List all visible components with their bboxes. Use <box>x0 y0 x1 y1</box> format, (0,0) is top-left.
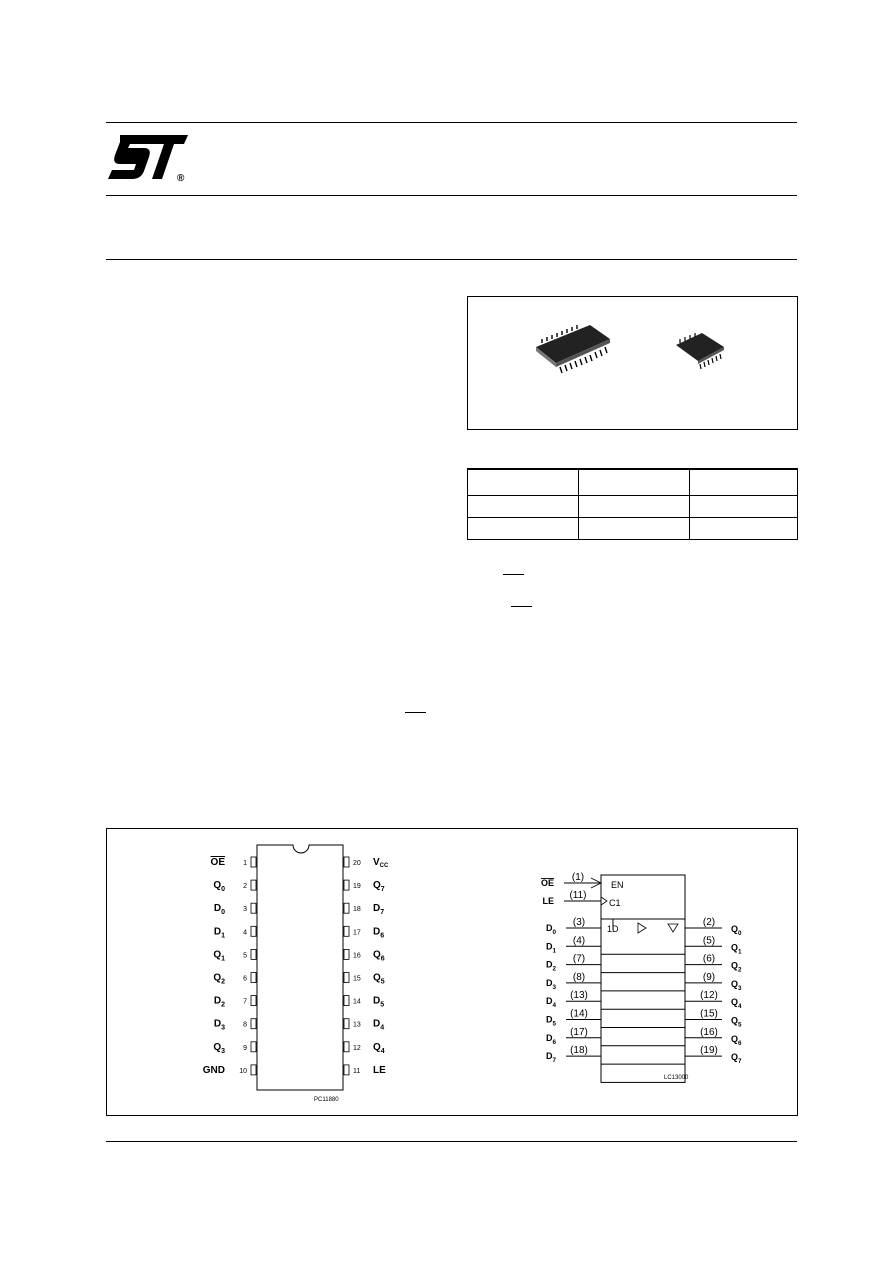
pin-pad <box>344 1065 349 1075</box>
diagrams-svg <box>107 829 797 1115</box>
pin-label: $D_5$ <box>373 995 385 1009</box>
pin-number: (13) <box>570 990 588 1002</box>
pin-label: $D_4$ <box>373 1018 385 1032</box>
pin-pad <box>344 949 349 959</box>
pin-number: (8) <box>572 971 586 983</box>
pin-number: (5) <box>702 935 716 947</box>
pin-label: $Q_3$ <box>213 1041 225 1055</box>
input-label: $D_3$ <box>545 977 556 991</box>
input-label: $D_0$ <box>545 923 556 936</box>
pin-pad <box>251 1042 256 1052</box>
output-label: $Q_5$ <box>731 1015 742 1029</box>
buffer-symbol <box>638 923 646 933</box>
pin-number: (16) <box>700 1026 718 1038</box>
pin-number: (14) <box>570 1008 588 1020</box>
table-cell <box>690 518 798 540</box>
pin-label: $V_{CC}$ <box>373 857 389 869</box>
table-row <box>468 518 798 540</box>
pin-number: 12 <box>353 1044 361 1052</box>
table-row <box>468 469 798 496</box>
tssop20-package-image <box>676 333 724 369</box>
pin-number: (12) <box>700 990 718 1002</box>
pin-number: 15 <box>353 975 361 983</box>
pin-label: $Q_7$ <box>373 880 385 894</box>
pin-number: 8 <box>243 1021 247 1029</box>
dip-package-outline <box>257 845 343 1090</box>
pin-number: 4 <box>243 929 247 937</box>
overbar-mark <box>503 574 524 575</box>
pin-number: (7) <box>572 953 586 965</box>
input-label: $D_6$ <box>545 1032 556 1046</box>
pin-number: (1) <box>571 872 585 883</box>
input-label: $D_7$ <box>545 1051 556 1065</box>
pin-label: $Q_2$ <box>213 972 225 986</box>
control-label: LE <box>542 896 554 906</box>
table-cell <box>579 469 690 496</box>
output-label: $Q_1$ <box>731 942 742 956</box>
pin-number: (6) <box>702 953 716 965</box>
pin-number: (11) <box>569 890 587 901</box>
registered-mark: ® <box>177 173 185 184</box>
pin-pad <box>344 1019 349 1029</box>
block-label-1d: 1D <box>607 924 619 934</box>
input-label: $D_1$ <box>545 941 556 955</box>
pin-pad <box>251 880 256 890</box>
order-codes-table <box>467 468 798 540</box>
pin-number: 2 <box>243 883 247 891</box>
package-illustrations <box>468 297 797 429</box>
so20-package-image <box>536 325 610 373</box>
output-label: $Q_2$ <box>731 960 742 974</box>
pin-label: $Q_1$ <box>213 949 225 963</box>
pin-number: 17 <box>353 929 361 937</box>
pin-pad <box>344 926 349 936</box>
pin-pad <box>344 903 349 913</box>
table-cell <box>468 496 579 518</box>
table-cell <box>690 469 798 496</box>
pin-number: 7 <box>243 998 247 1006</box>
pin-label: $D_7$ <box>373 903 385 917</box>
pin-pad <box>251 949 256 959</box>
pin-number: 5 <box>243 952 247 960</box>
overbar-mark <box>511 606 532 607</box>
pin-number: 10 <box>239 1067 247 1075</box>
pin-pad <box>344 996 349 1006</box>
pin-number: (9) <box>702 971 716 983</box>
block-label-c1: C1 <box>609 898 621 908</box>
block-label-en: EN <box>611 880 624 890</box>
pin-label: $Q_4$ <box>373 1041 385 1055</box>
header-mid-rule <box>106 195 797 196</box>
output-label: $Q_6$ <box>731 1033 742 1047</box>
input-label: $D_5$ <box>545 1014 556 1028</box>
figure-code: PC11880 <box>314 1097 339 1103</box>
pin-number: 20 <box>353 860 361 867</box>
pin-number: 1 <box>243 860 247 867</box>
pin-pad <box>251 857 256 867</box>
table-cell <box>690 496 798 518</box>
table-row <box>468 496 798 518</box>
output-label: $Q_0$ <box>731 924 742 937</box>
pin-number: (17) <box>570 1026 588 1038</box>
pin-number: 16 <box>353 952 361 960</box>
pin-pad <box>344 880 349 890</box>
pin-number: (3) <box>572 917 586 928</box>
pin-number: (15) <box>700 1008 718 1020</box>
pin-pad <box>344 1042 349 1052</box>
control-label: OE <box>540 878 554 888</box>
pin-pad <box>251 1065 256 1075</box>
pin-number: 14 <box>353 998 361 1006</box>
pin-pad <box>251 996 256 1006</box>
pin-number: 13 <box>353 1021 361 1029</box>
pin-pad <box>251 903 256 913</box>
table-cell <box>468 518 579 540</box>
figure-code: LC13000 <box>664 1075 689 1081</box>
pin-label: $D_0$ <box>213 903 225 917</box>
tristate-symbol <box>668 924 678 932</box>
pin-number: (4) <box>572 935 586 947</box>
table-cell <box>579 518 690 540</box>
footer-rule <box>106 1141 797 1142</box>
pin-label: LE <box>373 1064 386 1076</box>
clock-symbol <box>601 897 607 905</box>
pin-label: $Q_0$ <box>213 880 225 894</box>
st-logo <box>106 133 190 187</box>
pin-number: 19 <box>353 883 361 891</box>
pin-label: $D_1$ <box>213 926 225 940</box>
pin-number: 3 <box>243 906 247 914</box>
output-label: $Q_7$ <box>731 1052 742 1066</box>
package-image-box <box>467 296 798 430</box>
pin-label: OE <box>210 857 225 868</box>
pin-pad <box>344 973 349 983</box>
pin-number: (18) <box>570 1045 588 1057</box>
input-label: $D_4$ <box>545 996 556 1010</box>
overbar-mark <box>405 712 426 713</box>
pin-pad <box>251 926 256 936</box>
pin-number: (2) <box>702 917 716 928</box>
pin-label: $D_3$ <box>213 1018 225 1032</box>
pin-number: 6 <box>243 975 247 983</box>
header-top-rule <box>106 122 797 123</box>
input-label: $D_2$ <box>545 959 556 973</box>
pin-label: $D_2$ <box>213 995 225 1009</box>
pin-label: $Q_5$ <box>373 972 385 986</box>
table-cell <box>468 469 579 496</box>
pin-label: $D_6$ <box>373 926 385 940</box>
output-label: $Q_4$ <box>731 997 742 1011</box>
pin-pad <box>344 857 349 867</box>
pin-label: $Q_6$ <box>373 949 385 963</box>
latch-stack <box>601 919 685 1082</box>
pin-number: (19) <box>700 1045 718 1057</box>
pin-number: 9 <box>243 1044 247 1052</box>
output-label: $Q_3$ <box>731 978 742 992</box>
pin-number: 18 <box>353 906 361 914</box>
header-bottom-rule <box>106 259 797 260</box>
pin-pad <box>251 973 256 983</box>
table-cell <box>579 496 690 518</box>
pin-pad <box>251 1019 256 1029</box>
diagram-box <box>106 828 798 1116</box>
pin-label: GND <box>202 1064 225 1076</box>
pin-number: 11 <box>353 1067 361 1075</box>
